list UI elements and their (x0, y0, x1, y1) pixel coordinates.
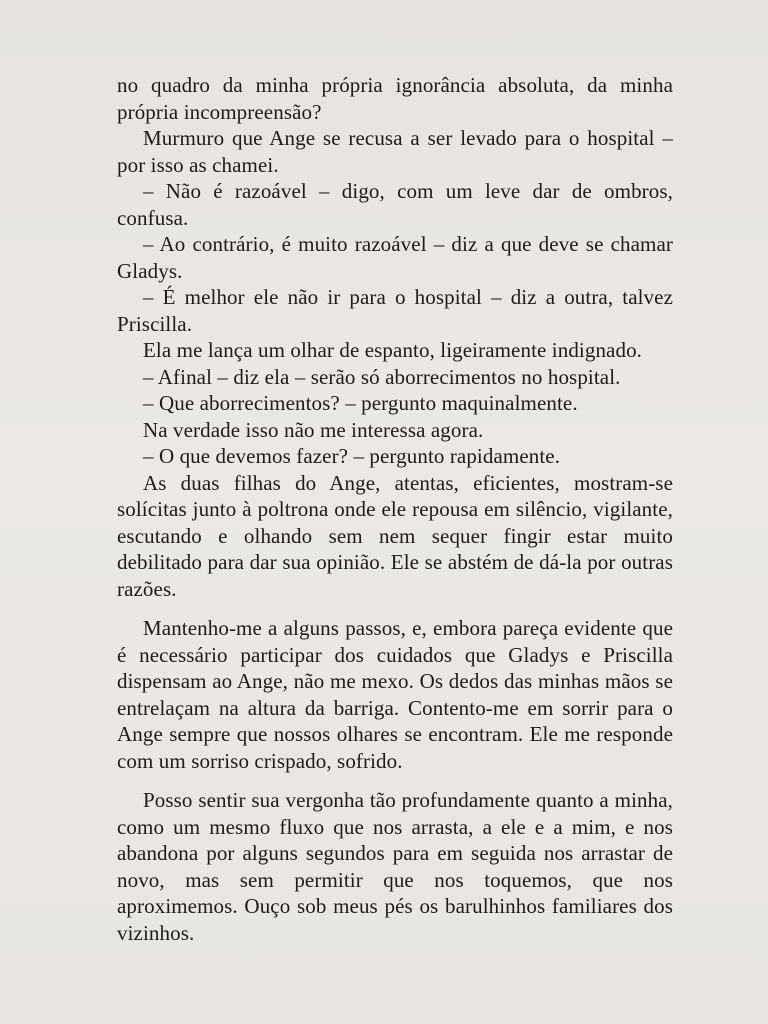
paragraph: Ela me lança um olhar de espanto, ligeiramente indignado. (143, 338, 643, 362)
paragraph: – É melhor ele não ir para o hospital – diz a outra, talvez Priscilla. (117, 285, 673, 336)
paragraph: Posso sentir sua vergonha tão profundamente quanto a minha, como um mesmo fluxo que nos arrasta, a ele e a mim, e nos abandona por alguns segundos para em seguida nos arrastar de novo, mas sem permitir que nos toquemos, que nos aproximemos. Ouço sob meus pés os barulhinhos familiares dos vizinhos. (117, 788, 673, 945)
paragraph: Na verdade isso não me interessa agora. (143, 417, 484, 442)
paragraph: no quadro da minha própria ignorância absoluta, da minha própria incompreensão? (117, 73, 673, 124)
paragraph: Mantenho-me a alguns passos, e, embora pareça evidente que é necessário participar dos cuidados que Gladys e Priscilla dispensam ao Ange, não me mexo. Os dedos das minhas mãos se entrelaçam na altura da barriga. Contento-me em sorrir para o Ange sempre que nossos olhares se encontram. Ele me responde com um sorriso crispado, sofrido. (117, 616, 673, 773)
paragraph: – Que aborrecimentos? – pergunto maquinalmente. (143, 391, 578, 415)
paragraph: – O que devemos fazer? – pergunto rapidamente. (143, 444, 561, 468)
paragraph: – Ao contrário, é muito razoável – diz a que deve se chamar Gladys. (117, 232, 673, 283)
paragraph: – Afinal – diz ela – serão só aborrecimentos no hospital. (143, 364, 621, 389)
paragraph: As duas filhas do Ange, atentas, eficientes, mostram-se solícitas junto à poltrona onde ele repousa em silêncio, vigilante, escutando e olhando sem nem sequer fingir estar muito debilitado para dar sua opinião. Ele se abstém de dá-la por outras razões. (117, 470, 673, 601)
paragraph: – Não é razoável – digo, com um leve dar de ombros, confusa. (117, 179, 673, 230)
page-body-text (117, 72, 673, 946)
paragraph: Murmuro que Ange se recusa a ser levado para o hospital – por isso as chamei. (117, 126, 673, 177)
